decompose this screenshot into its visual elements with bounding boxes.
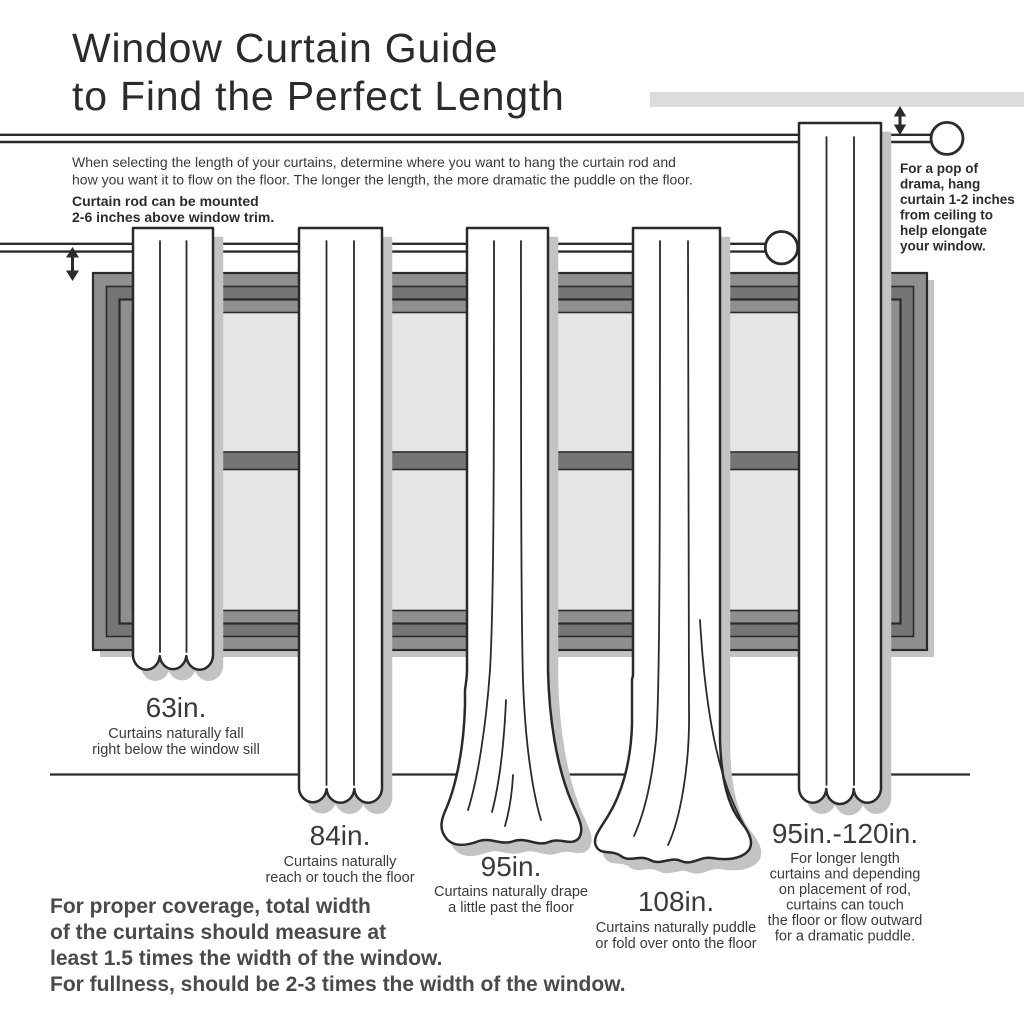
svg-text:For a pop of: For a pop of: [900, 161, 978, 176]
svg-text:of the curtains should measure: of the curtains should measure at: [50, 921, 387, 944]
svg-text:Curtains naturally fall: Curtains naturally fall: [108, 726, 244, 742]
svg-text:curtain 1-2 inches: curtain 1-2 inches: [900, 192, 1015, 207]
rod-note-line1: Curtain rod can be mounted: [72, 193, 259, 209]
svg-text:For fullness, should be 2-3 ti: For fullness, should be 2-3 times the width of the window.: [50, 973, 626, 996]
svg-text:help elongate: help elongate: [900, 223, 988, 238]
svg-text:drama, hang: drama, hang: [900, 176, 981, 192]
svg-text:95in.-120in.: 95in.-120in.: [771, 818, 919, 849]
label-95in: [434, 851, 588, 916]
label-108in: [595, 886, 756, 952]
intro-line1: When selecting the length of your curtains, determine where you want to hang the curtain rod and: [72, 154, 676, 170]
svg-text:right below the window sill: right below the window sill: [92, 742, 260, 758]
svg-text:least 1.5 times the width of t: least 1.5 times the width of the window.: [50, 947, 443, 970]
svg-text:reach or touch the floor: reach or touch the floor: [265, 870, 415, 886]
svg-text:63in.: 63in.: [145, 692, 207, 723]
svg-text:95in.: 95in.: [480, 851, 542, 882]
rod-finial-icon: [765, 232, 797, 264]
curtain-95-120in: [799, 123, 890, 814]
ceiling-bar: [650, 92, 1024, 107]
label-95-120in: [768, 818, 923, 945]
svg-text:or fold over onto the floor: or fold over onto the floor: [595, 936, 757, 952]
ceiling-gap-arrow-icon: [894, 106, 906, 135]
label-63in: [92, 692, 260, 758]
intro-line2: how you want it to flow on the floor. The longer the length, the more dramatic the puddle on the floor.: [72, 171, 693, 188]
svg-text:curtains can touch: curtains can touch: [786, 897, 904, 914]
rod-note-line2: 2-6 inches above window trim.: [72, 209, 275, 225]
svg-text:108in.: 108in.: [637, 886, 715, 917]
page-title-line1: Window Curtain Guide: [72, 25, 499, 71]
svg-text:the floor or flow outward: the floor or flow outward: [767, 913, 923, 929]
svg-text:Curtains naturally: Curtains naturally: [283, 854, 397, 870]
ceiling-note: [900, 161, 1015, 254]
page-title-line2: to Find the Perfect Length: [72, 73, 565, 119]
curtain-63in: [133, 228, 222, 680]
svg-text:For longer length: For longer length: [790, 851, 900, 867]
svg-text:Curtains naturally drape: Curtains naturally drape: [434, 884, 588, 900]
svg-text:For proper coverage, total wid: For proper coverage, total width: [50, 895, 371, 918]
svg-text:your window.: your window.: [900, 238, 986, 254]
svg-text:for a dramatic puddle.: for a dramatic puddle.: [774, 928, 916, 945]
svg-text:curtains and depending: curtains and depending: [769, 866, 921, 883]
curtain-84in: [299, 228, 391, 813]
svg-text:Curtains naturally puddle: Curtains naturally puddle: [595, 920, 757, 936]
label-84in: [265, 820, 414, 886]
svg-text:84in.: 84in.: [309, 820, 371, 851]
rod-finial-icon: [931, 122, 963, 154]
svg-text:on placement of rod,: on placement of rod,: [778, 882, 912, 898]
svg-text:from ceiling to: from ceiling to: [900, 207, 994, 223]
svg-text:a little past the floor: a little past the floor: [448, 900, 574, 916]
